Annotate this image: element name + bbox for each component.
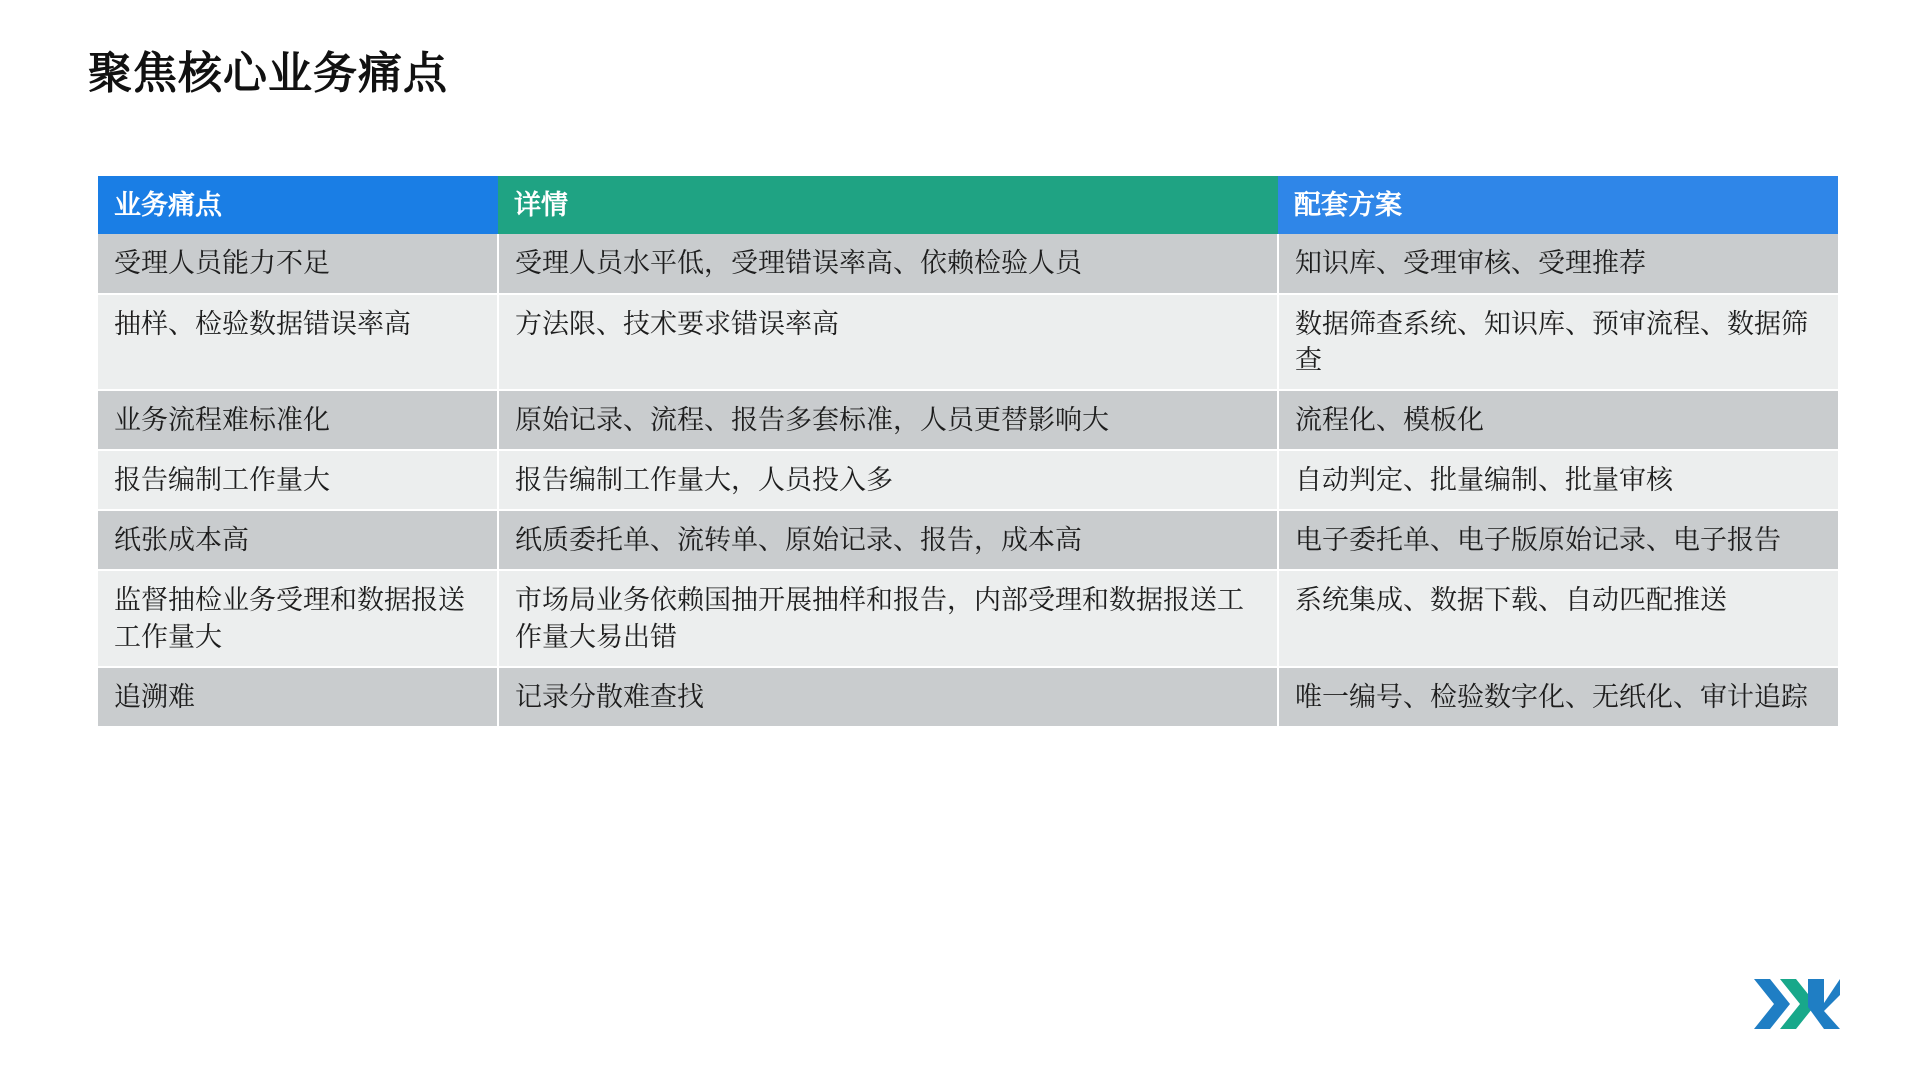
cell-solution: 唯一编号、检验数字化、无纸化、审计追踪 [1278,667,1838,727]
cell-solution: 数据筛查系统、知识库、预审流程、数据筛查 [1278,294,1838,390]
cell-solution: 电子委托单、电子版原始记录、电子报告 [1278,510,1838,570]
table-row [98,667,1838,727]
column-header-solution: 配套方案 [1278,176,1838,234]
cell-pain: 报告编制工作量大 [98,450,498,510]
table-body [98,234,1838,727]
pain-points-table [98,176,1838,728]
cell-solution: 知识库、受理审核、受理推荐 [1278,234,1838,293]
cell-solution: 自动判定、批量编制、批量审核 [1278,450,1838,510]
cell-solution: 流程化、模板化 [1278,390,1838,450]
table-row [98,234,1838,293]
table-row [98,450,1838,510]
table-row [98,294,1838,390]
table-row [98,570,1838,666]
pain-points-table-container [98,176,1838,728]
cell-pain: 监督抽检业务受理和数据报送工作量大 [98,570,498,666]
cell-detail: 纸质委托单、流转单、原始记录、报告，成本高 [498,510,1278,570]
cell-solution: 系统集成、数据下载、自动匹配推送 [1278,570,1838,666]
cell-pain: 追溯难 [98,667,498,727]
cell-detail: 原始记录、流程、报告多套标准，人员更替影响大 [498,390,1278,450]
page-title: 聚焦核心业务痛点 [88,49,448,98]
cell-pain: 受理人员能力不足 [98,234,498,293]
table-header-row [98,176,1838,234]
column-header-pain: 业务痛点 [98,176,498,234]
cell-pain: 纸张成本高 [98,510,498,570]
cell-pain: 抽样、检验数据错误率高 [98,294,498,390]
cell-pain: 业务流程难标准化 [98,390,498,450]
cell-detail: 报告编制工作量大，人员投入多 [498,450,1278,510]
cell-detail: 方法限、技术要求错误率高 [498,294,1278,390]
cell-detail: 市场局业务依赖国抽开展抽样和报告，内部受理和数据报送工作量大易出错 [498,570,1278,666]
cell-detail: 记录分散难查找 [498,667,1278,727]
table-row [98,510,1838,570]
column-header-detail: 详情 [498,176,1278,234]
cell-detail: 受理人员水平低，受理错误率高、依赖检验人员 [498,234,1278,293]
table-header [98,176,1838,234]
table-row [98,390,1838,450]
xr-logo-icon [1750,973,1842,1035]
